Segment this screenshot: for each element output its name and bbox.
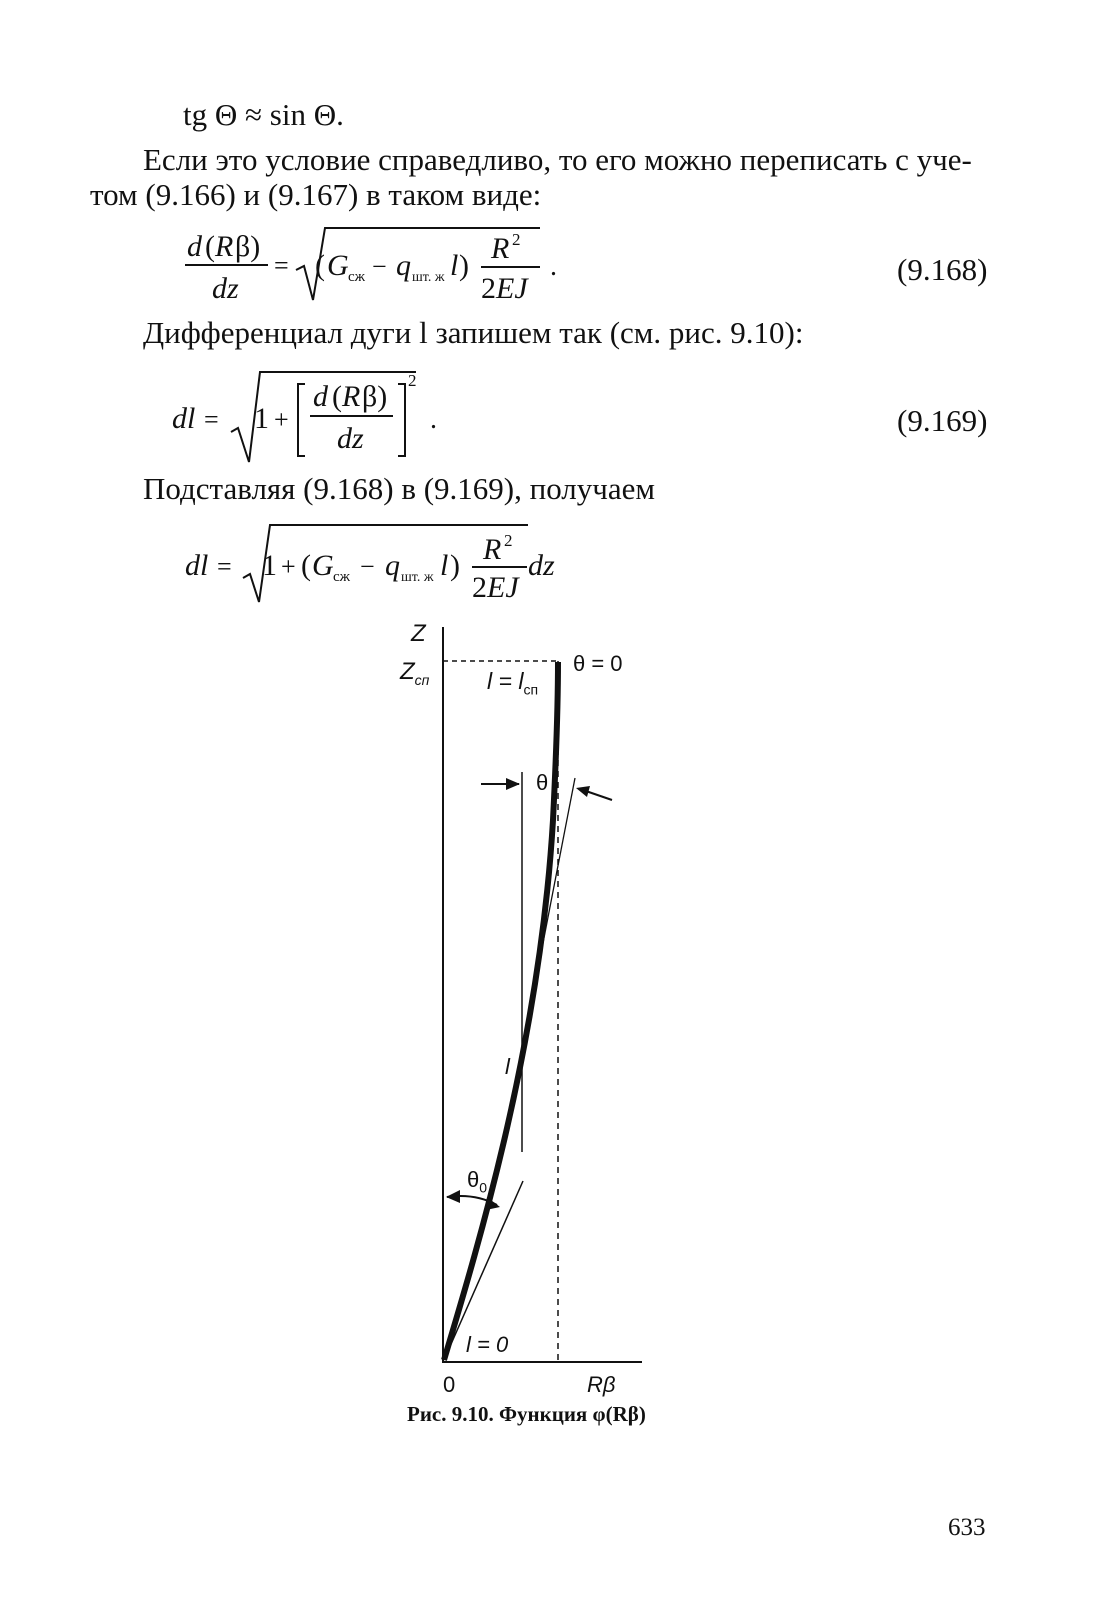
z-sp-label-main: Z: [400, 658, 415, 685]
svg-text:dl: dl: [172, 402, 196, 435]
svg-text:): ): [450, 549, 460, 582]
svg-text:dz: dz: [212, 272, 239, 305]
figure-caption: Рис. 9.10. Функция φ(Rβ): [407, 1402, 646, 1426]
svg-text:1: 1: [254, 402, 269, 435]
z-axis-label: Z: [411, 620, 426, 647]
svg-text:=: =: [274, 251, 289, 280]
l-equals-lsp-main: l = l: [487, 668, 524, 694]
svg-text:R: R: [215, 230, 234, 263]
equation-dl-substituted: [185, 525, 555, 604]
svg-text:q: q: [385, 549, 400, 582]
svg-text:=: =: [217, 552, 232, 581]
svg-text:dl: dl: [185, 549, 209, 582]
theta0-label-main: θ: [467, 1167, 480, 1192]
rbeta-axis-label: Rβ: [587, 1372, 616, 1397]
theta0-label: [467, 1167, 487, 1195]
svg-text:=: =: [204, 405, 219, 434]
svg-text:G: G: [327, 249, 349, 282]
paragraph-line: Подставляя (9.168) в (9.169), получаем: [143, 471, 655, 506]
svg-text:+: +: [281, 552, 296, 581]
theta-zero-label: θ = 0: [573, 651, 623, 676]
paragraph-line: Если это условие справедливо, то его можно переписать с уче-: [143, 142, 972, 177]
svg-text:d: d: [187, 230, 202, 263]
z-sp-label-sub: сп: [414, 671, 430, 688]
svg-text:R: R: [491, 232, 510, 265]
svg-text:1: 1: [262, 549, 277, 582]
svg-text:R: R: [342, 380, 361, 413]
svg-text:l: l: [440, 549, 449, 582]
svg-text:2: 2: [481, 272, 496, 305]
svg-text:2: 2: [472, 571, 487, 604]
svg-text:(: (: [301, 549, 311, 582]
svg-text:2: 2: [512, 230, 521, 249]
l-equals-lsp-sub: сп: [523, 681, 539, 698]
svg-text:β): β): [362, 380, 388, 413]
svg-text:2: 2: [408, 371, 417, 390]
figure-9-10: [443, 627, 642, 1363]
arc-curve: [444, 662, 558, 1360]
z-sp-label: [400, 658, 429, 688]
svg-text:шт. ж: шт. ж: [401, 570, 434, 585]
l-equals-lsp-label: [487, 668, 538, 698]
svg-text:β): β): [235, 230, 261, 263]
theta-label: θ: [536, 770, 549, 795]
svg-text:сж: сж: [348, 269, 366, 285]
equation-number-9-168: (9.168): [897, 252, 988, 287]
svg-text:EJ: EJ: [496, 272, 528, 305]
page-number: 633: [948, 1514, 986, 1541]
svg-text:R: R: [483, 533, 502, 566]
svg-text:−: −: [372, 252, 387, 281]
svg-text:): ): [459, 249, 469, 282]
svg-text:.: .: [550, 251, 557, 282]
l-zero-label: l = 0: [466, 1332, 509, 1357]
svg-text:G: G: [312, 549, 334, 582]
l-mid-label: l: [505, 1054, 510, 1079]
svg-text:(: (: [332, 380, 342, 413]
svg-text:dz: dz: [528, 549, 555, 582]
svg-text:сж: сж: [333, 569, 351, 585]
svg-text:d: d: [313, 380, 328, 413]
origin-label: 0: [443, 1372, 456, 1397]
equation-tg-sin: tg Θ ≈ sin Θ.: [183, 97, 344, 132]
svg-text:EJ: EJ: [487, 571, 519, 604]
paragraph-line: том (9.166) и (9.167) в таком виде:: [90, 177, 542, 212]
equation-9-169: [172, 371, 437, 462]
svg-text:−: −: [360, 552, 375, 581]
svg-text:шт. ж: шт. ж: [412, 270, 445, 285]
svg-text:(: (: [315, 249, 325, 282]
svg-text:(: (: [205, 230, 215, 263]
svg-text:+: +: [274, 405, 289, 434]
svg-text:.: .: [430, 404, 437, 435]
svg-text:2: 2: [504, 531, 513, 550]
svg-text:q: q: [396, 249, 411, 282]
equation-9-168: [185, 228, 557, 305]
theta0-label-sub: 0: [479, 1179, 488, 1196]
paragraph-line: Дифференциал дуги l запишем так (см. рис. 9.10):: [143, 315, 804, 350]
svg-text:dz: dz: [337, 422, 364, 455]
equation-number-9-169: (9.169): [897, 403, 988, 438]
svg-text:l: l: [450, 249, 459, 282]
